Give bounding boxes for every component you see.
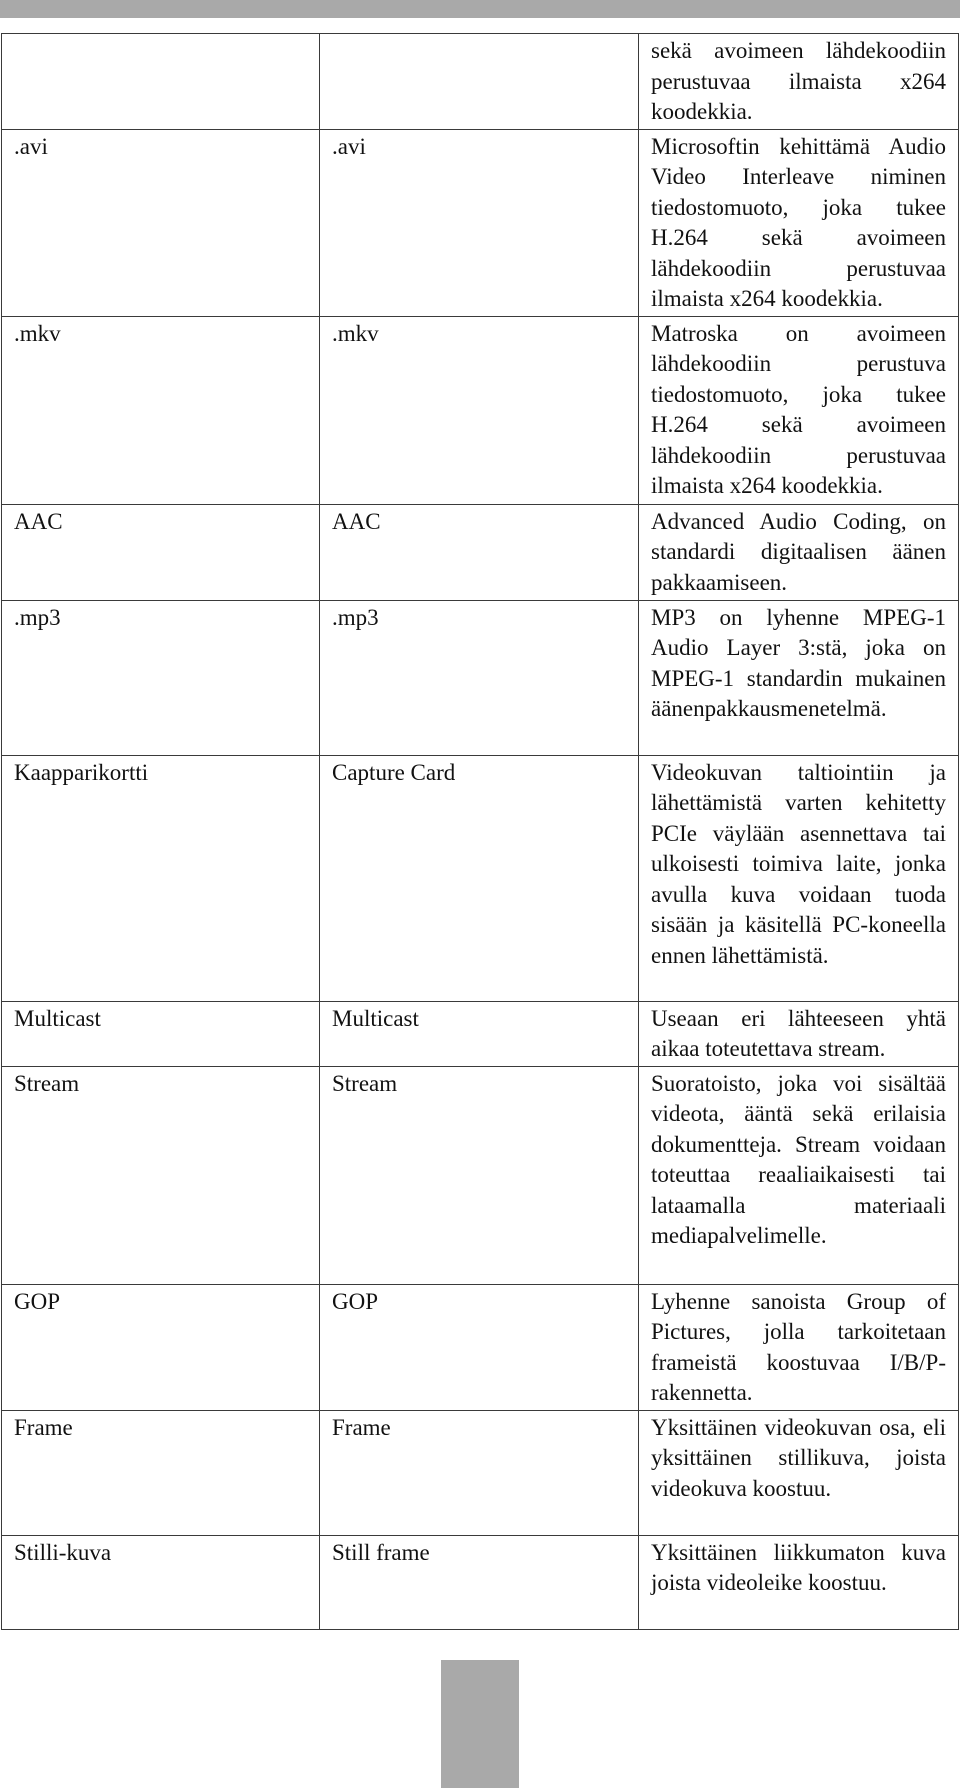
- description-cell: sekä avoimeen lähdekoodiin perustuvaa ilmaista x264 koodekkia.: [639, 34, 959, 130]
- term-finnish-cell: GOP: [2, 1284, 320, 1410]
- term-english-cell: .mp3: [320, 600, 639, 755]
- description-cell: Advanced Audio Coding, on standardi digitaalisen äänen pakkaamiseen.: [639, 504, 959, 600]
- term-english-cell: Stream: [320, 1066, 639, 1284]
- table-row: [2, 34, 959, 130]
- description-cell: Lyhenne sanoista Group of Pictures, jolla tarkoitetaan frameistä koostuvaa I/B/P-rakennetta.: [639, 1284, 959, 1410]
- page-number-marker: [441, 1660, 519, 1788]
- term-english-cell: [320, 34, 639, 130]
- table-row: [2, 1066, 959, 1284]
- table-row: [2, 504, 959, 600]
- term-finnish-cell: .avi: [2, 129, 320, 316]
- term-finnish-cell: Kaapparikortti: [2, 755, 320, 1001]
- description-cell: MP3 on lyhenne MPEG-1 Audio Layer 3:stä, joka on MPEG-1 standardin mukainen äänenpakkausmenetelmä.: [639, 600, 959, 755]
- table-row: [2, 1001, 959, 1066]
- page-header-bar: [0, 0, 960, 18]
- table-row: [2, 129, 959, 316]
- term-finnish-cell: .mp3: [2, 600, 320, 755]
- term-finnish-cell: [2, 34, 320, 130]
- table-row: [2, 1410, 959, 1535]
- table-row: [2, 1284, 959, 1410]
- term-english-cell: .avi: [320, 129, 639, 316]
- description-cell: Videokuvan taltiointiin ja lähettämistä varten kehitetty PCIe väylään asennettava tai ulkoisesti toimiva laite, jonka avulla kuva voidaan tuoda sisään ja käsitellä PC-koneella ennen lähettämistä.: [639, 755, 959, 1001]
- description-cell: Yksittäinen liikkumaton kuva joista videoleike koostuu.: [639, 1535, 959, 1629]
- term-finnish-cell: .mkv: [2, 316, 320, 504]
- term-english-cell: Multicast: [320, 1001, 639, 1066]
- table-row: [2, 600, 959, 755]
- term-english-cell: Frame: [320, 1410, 639, 1535]
- term-english-cell: Capture Card: [320, 755, 639, 1001]
- term-finnish-cell: Stilli-kuva: [2, 1535, 320, 1629]
- term-english-cell: Still frame: [320, 1535, 639, 1629]
- glossary-table: [1, 33, 959, 1630]
- term-finnish-cell: Multicast: [2, 1001, 320, 1066]
- term-finnish-cell: Frame: [2, 1410, 320, 1535]
- table-row: [2, 1535, 959, 1629]
- description-cell: Suoratoisto, joka voi sisältää videota, ääntä sekä erilaisia dokumentteja. Stream voidaan toteuttaa reaaliaikaisesti tai lataamalla materiaali mediapalvelimelle.: [639, 1066, 959, 1284]
- description-cell: Useaan eri lähteeseen yhtä aikaa toteutettava stream.: [639, 1001, 959, 1066]
- description-cell: Microsoftin kehittämä Audio Video Interleave niminen tiedostomuoto, joka tukee H.264 sekä avoimeen lähdekoodiin perustuvaa ilmaista x264 koodekkia.: [639, 129, 959, 316]
- description-cell: Matroska on avoimeen lähdekoodiin perustuva tiedostomuoto, joka tukee H.264 sekä avoimeen lähdekoodiin perustuvaa ilmaista x264 koodekkia.: [639, 316, 959, 504]
- term-finnish-cell: Stream: [2, 1066, 320, 1284]
- table-row: [2, 316, 959, 504]
- description-cell: Yksittäinen videokuvan osa, eli yksittäinen stillikuva, joista videokuva koostuu.: [639, 1410, 959, 1535]
- term-english-cell: .mkv: [320, 316, 639, 504]
- term-english-cell: GOP: [320, 1284, 639, 1410]
- table-row: [2, 755, 959, 1001]
- term-english-cell: AAC: [320, 504, 639, 600]
- term-finnish-cell: AAC: [2, 504, 320, 600]
